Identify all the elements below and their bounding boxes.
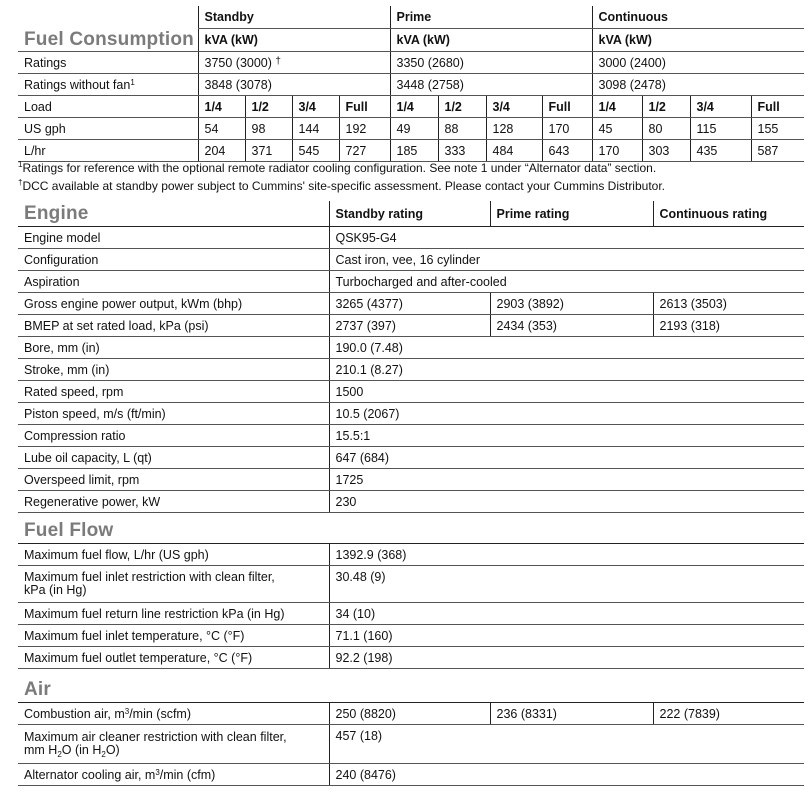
load-label: Load xyxy=(18,96,198,118)
load-cell: Full xyxy=(339,96,390,118)
combustion-air-standby: 250 (8820) xyxy=(329,703,490,725)
continuous-rating: 3000 (2400) xyxy=(592,52,804,74)
engine-row-value: Cast iron, vee, 16 cylinder xyxy=(329,249,804,271)
engine-row-value: 190.0 (7.48) xyxy=(329,337,804,359)
footnote-2: †DCC available at standby power subject to Cummins' site-specific assessment. Please contact your Cummins Distributor. xyxy=(18,177,665,193)
engine-row-value: 1500 xyxy=(329,381,804,403)
engine-row-value: Turbocharged and after-cooled xyxy=(329,271,804,293)
standby-rating: 3750 (3000) † xyxy=(198,52,390,74)
continuous-unit: kVA (kW) xyxy=(592,29,804,52)
us-gph-cell: 128 xyxy=(486,118,542,140)
engine-row-value: 2903 (3892) xyxy=(490,293,653,315)
us-gph-cell: 80 xyxy=(642,118,690,140)
engine-row xyxy=(18,359,804,381)
load-cell: 1/2 xyxy=(438,96,486,118)
fuel-flow-row xyxy=(18,544,804,566)
fuel-flow-row xyxy=(18,566,804,603)
fuel-flow-row-label: Maximum fuel inlet restriction with clean filter, kPa (in Hg) xyxy=(18,566,329,603)
us-gph-cell: 192 xyxy=(339,118,390,140)
engine-row-label: Aspiration xyxy=(18,271,329,293)
engine-row-value: 230 xyxy=(329,491,804,513)
prime-group-header: Prime xyxy=(390,6,592,29)
fuel-consumption-title: Fuel Consumption xyxy=(18,6,198,52)
load-cell: 1/4 xyxy=(390,96,438,118)
engine-row-value: 1725 xyxy=(329,469,804,491)
air-title: Air xyxy=(18,678,804,703)
engine-row-value: 15.5:1 xyxy=(329,425,804,447)
load-row xyxy=(18,96,804,118)
engine-row-value: 3265 (4377) xyxy=(329,293,490,315)
engine-row-value: 2613 (3503) xyxy=(653,293,804,315)
prime-rating-header: Prime rating xyxy=(490,201,653,227)
fuel-flow-table xyxy=(18,519,804,669)
prime-rating: 3350 (2680) xyxy=(390,52,592,74)
prime-no-fan: 3448 (2758) xyxy=(390,74,592,96)
engine-row xyxy=(18,491,804,513)
standby-unit: kVA (kW) xyxy=(198,29,390,52)
l-hr-cell: 185 xyxy=(390,140,438,162)
standby-no-fan: 3848 (3078) xyxy=(198,74,390,96)
ratings-without-fan-label: Ratings without fan$^1$ xyxy=(18,74,198,96)
load-cell: Full xyxy=(542,96,592,118)
ratings-without-fan-row xyxy=(18,74,804,96)
load-cell: 3/4 xyxy=(690,96,751,118)
fuel-flow-row-value: 34 (10) xyxy=(329,603,804,625)
engine-row xyxy=(18,227,804,249)
alternator-cooling-air-value: 240 (8476) xyxy=(329,764,804,786)
ratings-label: Ratings xyxy=(18,52,198,74)
engine-row-label: Stroke, mm (in) xyxy=(18,359,329,381)
l-hr-cell: 303 xyxy=(642,140,690,162)
engine-row-label: Engine model xyxy=(18,227,329,249)
engine-row xyxy=(18,271,804,293)
engine-row xyxy=(18,403,804,425)
engine-row-label: Configuration xyxy=(18,249,329,271)
air-cleaner-restriction-value: 457 (18) xyxy=(329,725,804,764)
engine-row xyxy=(18,381,804,403)
us-gph-row xyxy=(18,118,804,140)
us-gph-cell: 115 xyxy=(690,118,751,140)
fuel-flow-row xyxy=(18,603,804,625)
engine-row-value: 2737 (397) xyxy=(329,315,490,337)
engine-row xyxy=(18,293,804,315)
fuel-flow-row-value: 71.1 (160) xyxy=(329,625,804,647)
engine-row-label: Compression ratio xyxy=(18,425,329,447)
us-gph-cell: 54 xyxy=(198,118,245,140)
us-gph-cell: 49 xyxy=(390,118,438,140)
combustion-air-row xyxy=(18,703,804,725)
standby-group-header: Standby xyxy=(198,6,390,29)
load-cell: 1/2 xyxy=(642,96,690,118)
fuel-flow-row-label: Maximum fuel flow, L/hr (US gph) xyxy=(18,544,329,566)
engine-row-label: Bore, mm (in) xyxy=(18,337,329,359)
engine-row-label: BMEP at set rated load, kPa (psi) xyxy=(18,315,329,337)
ratings-row xyxy=(18,52,804,74)
fuel-flow-row-value: 92.2 (198) xyxy=(329,647,804,669)
continuous-no-fan: 3098 (2478) xyxy=(592,74,804,96)
engine-row-label: Lube oil capacity, L (qt) xyxy=(18,447,329,469)
fuel-flow-row-label: Maximum fuel outlet temperature, °C (°F) xyxy=(18,647,329,669)
engine-row-label: Piston speed, m/s (ft/min) xyxy=(18,403,329,425)
load-cell: Full xyxy=(751,96,804,118)
engine-row-label: Gross engine power output, kWm (bhp) xyxy=(18,293,329,315)
load-cell: 1/2 xyxy=(245,96,292,118)
fuel-flow-row xyxy=(18,647,804,669)
engine-title: Engine xyxy=(18,201,329,227)
engine-row xyxy=(18,337,804,359)
alternator-cooling-air-row xyxy=(18,764,804,786)
engine-row-value: QSK95-G4 xyxy=(329,227,804,249)
us-gph-cell: 170 xyxy=(542,118,592,140)
combustion-air-prime: 236 (8331) xyxy=(490,703,653,725)
l-hr-cell: 170 xyxy=(592,140,642,162)
standby-rating-header: Standby rating xyxy=(329,201,490,227)
us-gph-cell: 155 xyxy=(751,118,804,140)
l-hr-cell: 727 xyxy=(339,140,390,162)
l-hr-cell: 484 xyxy=(486,140,542,162)
continuous-group-header: Continuous xyxy=(592,6,804,29)
us-gph-cell: 98 xyxy=(245,118,292,140)
engine-row xyxy=(18,315,804,337)
fuel-flow-row-label: Maximum fuel inlet temperature, °C (°F) xyxy=(18,625,329,647)
engine-table xyxy=(18,201,804,513)
l-hr-label: L/hr xyxy=(18,140,198,162)
combustion-air-label: Combustion air, $m^3/\min$ (scfm) xyxy=(18,703,329,725)
footnote-1: $^1$Ratings for reference with the optional remote radiator cooling configuration. See note 1 under “Alternator data” section. xyxy=(18,160,657,175)
engine-row xyxy=(18,469,804,491)
engine-row-label: Overspeed limit, rpm xyxy=(18,469,329,491)
fuel-flow-row-value: 30.48 (9) xyxy=(329,566,804,603)
continuous-rating-header: Continuous rating xyxy=(653,201,804,227)
us-gph-cell: 88 xyxy=(438,118,486,140)
air-cleaner-restriction-row xyxy=(18,725,804,764)
load-cell: 1/4 xyxy=(592,96,642,118)
engine-row-value: 2434 (353) xyxy=(490,315,653,337)
engine-row-value: 210.1 (8.27) xyxy=(329,359,804,381)
fuel-consumption-table xyxy=(18,6,804,162)
fuel-flow-row xyxy=(18,625,804,647)
fuel-flow-row-label: Maximum fuel return line restriction kPa (in Hg) xyxy=(18,603,329,625)
fuel-flow-row-value: 1392.9 (368) xyxy=(329,544,804,566)
l-hr-cell: 545 xyxy=(292,140,339,162)
us-gph-cell: 45 xyxy=(592,118,642,140)
engine-row-value: 10.5 (2067) xyxy=(329,403,804,425)
l-hr-cell: 435 xyxy=(690,140,751,162)
footnotes xyxy=(18,158,665,193)
l-hr-cell: 587 xyxy=(751,140,804,162)
l-hr-cell: 371 xyxy=(245,140,292,162)
air-table xyxy=(18,678,804,786)
fuel-flow-title: Fuel Flow xyxy=(18,519,804,544)
load-cell: 1/4 xyxy=(198,96,245,118)
load-cell: 3/4 xyxy=(486,96,542,118)
combustion-air-continuous: 222 (7839) xyxy=(653,703,804,725)
engine-row xyxy=(18,447,804,469)
alternator-cooling-air-label: Alternator cooling air, $m^3/\min$ (cfm) xyxy=(18,764,329,786)
air-cleaner-restriction-label: Maximum air cleaner restriction with clean filter, mm $H_2O$ (in $H_2O$) xyxy=(18,725,329,764)
l-hr-cell: 333 xyxy=(438,140,486,162)
engine-row-value: 647 (684) xyxy=(329,447,804,469)
us-gph-label: US gph xyxy=(18,118,198,140)
l-hr-cell: 204 xyxy=(198,140,245,162)
l-hr-cell: 643 xyxy=(542,140,592,162)
engine-row xyxy=(18,249,804,271)
engine-row-value: 2193 (318) xyxy=(653,315,804,337)
engine-row xyxy=(18,425,804,447)
prime-unit: kVA (kW) xyxy=(390,29,592,52)
engine-row-label: Regenerative power, kW xyxy=(18,491,329,513)
load-cell: 3/4 xyxy=(292,96,339,118)
us-gph-cell: 144 xyxy=(292,118,339,140)
engine-row-label: Rated speed, rpm xyxy=(18,381,329,403)
